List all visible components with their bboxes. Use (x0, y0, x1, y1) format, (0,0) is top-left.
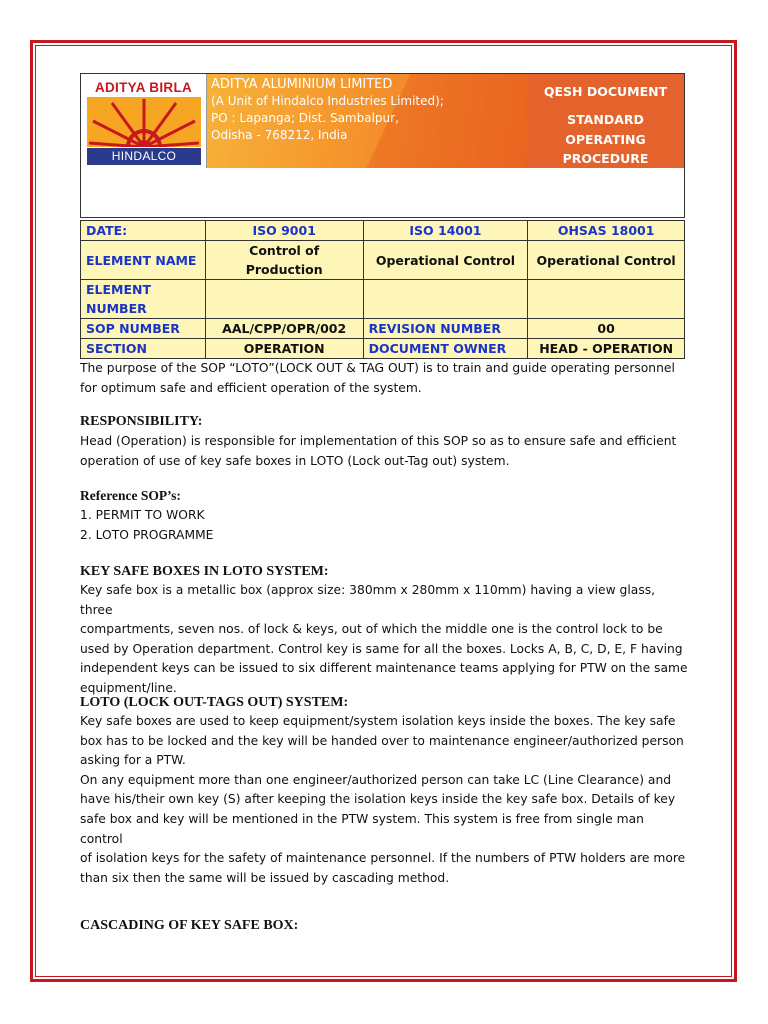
text-line: operation of use of key safe boxes in LOTO (Lock out-Tag out) system. (80, 453, 510, 468)
text-line: independent keys can be issued to six different maintenance teams applying for PTW on the same (80, 661, 688, 676)
responsibility-heading: RESPONSIBILITY: (80, 414, 203, 429)
element-label-1: ELEMENT (86, 282, 152, 297)
text-line: asking for a PTW. (80, 753, 186, 768)
text-line: for optimum safe and efficient operation of the system. (80, 380, 422, 395)
document-type: QESH DOCUMENT (543, 84, 668, 99)
table-cell (81, 280, 206, 319)
reference-heading: Reference SOP’s: (80, 488, 181, 503)
table-cell: AAL/CPP/OPR/002 (205, 319, 363, 339)
text-line: used by Operation department. Control key is same for all the boxes. Locks A, B, C, D, E, F having (80, 641, 683, 656)
table-row (81, 280, 685, 319)
company-line-1: (A Unit of Hindalco Industries Limited); (211, 94, 444, 108)
table-row (81, 319, 685, 339)
company-logo (81, 74, 207, 168)
table-row (81, 221, 685, 241)
table-cell (205, 280, 363, 319)
text-line: compartments, seven nos. of lock & keys, out of which the middle one is the control lock to be (80, 622, 663, 637)
table-cell (363, 280, 528, 319)
table-cell: REVISION NUMBER (363, 319, 528, 339)
table-cell: DOCUMENT OWNER (363, 339, 528, 359)
loto-paragraph (80, 712, 690, 888)
table-cell: Operational Control (528, 241, 685, 280)
list-item: 2. LOTO PROGRAMME (80, 527, 214, 542)
logo-text-top: ADITYA BIRLA (94, 80, 193, 95)
text-line: than six then the same will be issued by cascading method. (80, 870, 450, 885)
table-cell: 00 (528, 319, 685, 339)
element-label-2: NUMBER (86, 301, 147, 316)
company-address (211, 76, 444, 144)
document-header (80, 73, 685, 218)
logo-text-bottom: HINDALCO (87, 148, 201, 165)
reference-list (80, 506, 690, 545)
key-safe-heading: KEY SAFE BOXES IN LOTO SYSTEM: (80, 564, 329, 579)
table-row (81, 339, 685, 359)
table-cell: ISO 9001 (205, 221, 363, 241)
company-line-3: Odisha - 768212, India (211, 128, 348, 142)
text-line: Key safe box is a metallic box (approx size: 380mm x 280mm x 110mm) having a view glass, three (80, 583, 656, 617)
table-row (81, 241, 685, 280)
purpose-paragraph (80, 359, 690, 398)
text-line: box has to be locked and the key will be handed over to maintenance engineer/authorized person (80, 733, 684, 748)
responsibility-paragraph (80, 432, 690, 471)
document-subtype (527, 110, 684, 169)
doc-sub-1: STANDARD (567, 112, 644, 127)
table-cell: SECTION (81, 339, 206, 359)
cascading-heading: CASCADING OF KEY SAFE BOX: (80, 918, 299, 933)
text-line: safe box and key will be mentioned in the PTW system. This system is free from single man control (80, 811, 644, 846)
text-line: equipment/line. (80, 680, 177, 695)
key-safe-paragraph (80, 581, 690, 699)
company-line-2: PO : Lapanga; Dist. Sambalpur, (211, 111, 399, 125)
doc-sub-2: OPERATING (565, 131, 646, 147)
table-cell (528, 280, 685, 319)
table-cell: OPERATION (205, 339, 363, 359)
company-address-band (207, 74, 527, 168)
text-line: of isolation keys for the safety of maintenance personnel. If the numbers of PTW holders are more (80, 851, 686, 866)
doc-sub-3: PROCEDURE (562, 151, 649, 166)
table-cell: ISO 14001 (363, 221, 528, 241)
table-cell: OHSAS 18001 (528, 221, 685, 241)
loto-heading: LOTO (LOCK OUT-TAGS OUT) SYSTEM: (80, 695, 349, 710)
text-line: The purpose of the SOP “LOTO”(LOCK OUT & TAG OUT) is to train and guide operating personnel (80, 361, 675, 375)
table-cell: ELEMENT NAME (81, 241, 206, 280)
company-name: ADITYA ALUMINIUM LIMITED (211, 77, 393, 92)
document-type-box (527, 74, 684, 168)
table-cell: DATE: (81, 221, 206, 241)
table-cell: SOP NUMBER (81, 319, 206, 339)
text-line: On any equipment more than one engineer/authorized person can take LC (Line Clearance) and (80, 772, 672, 787)
text-line: have his/their own key (S) after keeping the isolation keys inside the key safe box. Details of key (80, 792, 676, 807)
table-cell: Operational Control (363, 241, 528, 280)
list-item: 1. PERMIT TO WORK (80, 508, 205, 522)
sop-info-table (80, 220, 685, 359)
text-line: Head (Operation) is responsible for implementation of this SOP so as to ensure safe and efficient (80, 434, 677, 448)
text-line: Key safe boxes are used to keep equipment/system isolation keys inside the boxes. The key safe (80, 714, 676, 728)
table-cell: HEAD - OPERATION (528, 339, 685, 359)
sun-logo-icon (87, 97, 201, 147)
table-cell: Control of Production (205, 241, 363, 280)
